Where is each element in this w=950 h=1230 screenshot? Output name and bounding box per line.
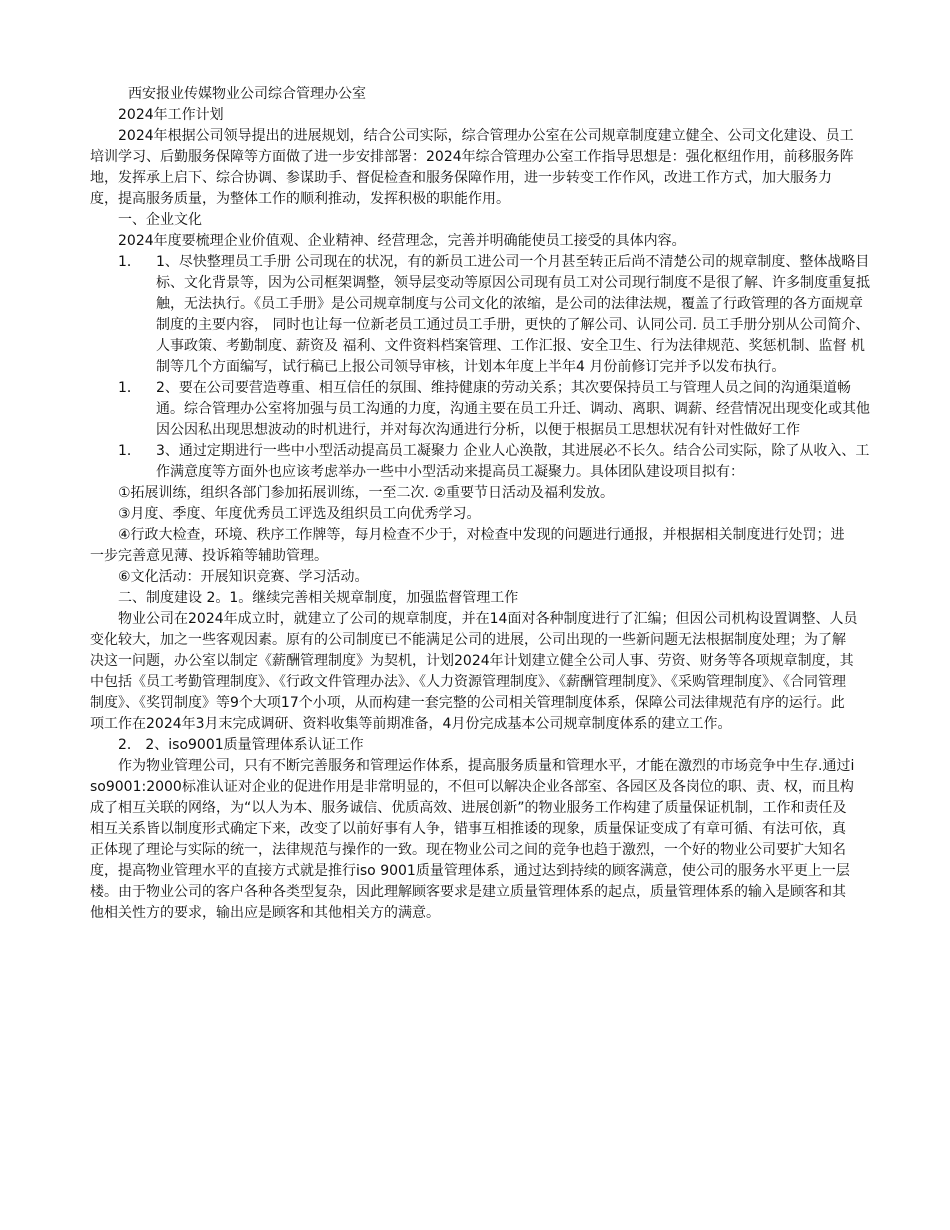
section-1-intro: 2024年度要梳理企业价值观、企业精神、经营理念，完善并明确能使员工接受的具体内容。 xyxy=(118,233,686,249)
activity-item-6: ⑥文化活动：开展知识竞赛、学习活动。 xyxy=(118,569,369,585)
list-item-3 xyxy=(0,441,870,483)
activity-item-3: ③月度、季度、年度优秀员工评选及组织员工向优秀学习。 xyxy=(118,506,481,522)
list-item-1-text: 1、尽快整理员工手册 公司现在的状况，有的新员工进公司一个月甚至转正后尚不清楚公司的规章制度、整体战略目标、文化背景等，因为公司框架调整，领导层变动等原因公司现有员工对公司现行制度不是很了解、许多制度重复抵触，无法执行。《员工手册》是公司规章制度与公司文化的浓缩，是公司的法律法规，覆盖了行政管理的各方面规章制度的主要内容， 同时也让每一位新老员工通过员工手册，更快的了解公司、认同公司. 员工手册分别从公司简介、人事政策、考勤制度、薪资及 福利、文件资料档案管理、工作汇报、安全卫生、行为法律规范、奖惩机制、监督 机制等几个方面编写，试行稿已上报公司领导审核，计划本年度上半年4 月份前修订完并予以发布执行。 xyxy=(156,254,870,375)
section-2-body: 物业公司在2024年成立时，就建立了公司的规章制度，并在14面对各种制度进行了汇编；但因公司机构设置调整、人员变化较大，加之一些客观因素。原有的公司制度已不能满足公司的进展，公司出现的一些新问题无法根据制度处理；为了解决这一问题，办公室以制定《薪酬管理制度》为契机，计划2024年计划建立健全公司人事、劳资、财务等各项规章制度，其中包括《员工考勤管理制度》、《行政文件管理办法》、《人力资源管理制度》、《薪酬管理制度》、《采购管理制度》、《合同管理制度》、《奖罚制度》等9个大项17个小项，从而构建一套完整的公司相关管理制度体系，保障公司法律规范有序的运行。此项工作在2024年3月末完成调研、资料收集等前期准备，4月份完成基本公司规章制度体系的建立工作。 xyxy=(90,611,858,732)
section-2-heading: 二、制度建设 2。1。继续完善相关规章制度，加强监督管理工作 xyxy=(118,590,519,606)
section-1-heading: 一、企业文化 xyxy=(118,212,202,228)
list-item-2 xyxy=(0,378,870,441)
org-title: 西安报业传媒物业公司综合管理办公室 xyxy=(128,86,366,102)
list-item-3-number: 1． xyxy=(118,443,141,459)
section-2-2-body: 作为物业管理公司，只有不断完善服务和管理运作体系，提高服务质量和管理水平，才能在激烈的市场竞争中生存.通过iso9001:2000标准认证对企业的促进作用是非常明显的，不但可以解决企业各部室、各园区及各岗位的职、责、权，而且构成了相互关联的网络，为“以人为本、服务诚信、优质高效、进展创新”的物业服务工作构建了质量保证机制，工作和责任及相互关系皆以制度形式确定下来，改变了以前好事有人争，错事互相推诿的现象，质量保证变成了有章可循、有法可依，真正体现了理论与实际的统一，法律规范与操作的一致。现在物业公司之间的竞争也趋于激烈，一个好的物业公司要扩大知名度，提高物业管理水平的直接方式就是推行iso 9001质量管理体系，通过达到持续的顾客满意，使公司的服务水平更上一层楼。由于物业公司的客户各种各类型复杂，因此理解顾客要求是建立质量管理体系的起点，质量管理体系的输入是顾客和其他相关性方的要求，输出应是顾客和其他相关方的满意。 xyxy=(90,758,855,921)
document-page xyxy=(0,84,950,924)
list-item-1 xyxy=(0,252,870,378)
list-item-2-text: 2、要在公司要营造尊重、相互信任的氛围、维持健康的劳动关系；其次要保持员工与管理人员之间的沟通渠道畅通。综合管理办公室将加强与员工沟通的力度，沟通主要在员工升迁、调动、离职、调薪、经营情况出现变化或其他因公因私出现思想波动的时机进行，并对每次沟通进行分析，以便于根据员工思想状况有针对性做好工作 xyxy=(156,380,870,438)
list-item-3-text: 3、通过定期进行一些中小型活动提高员工凝聚力 企业人心涣散，其进展必不长久。结合公司实际，除了从收入、工作满意度等方面外也应该考虑举办一些中小型活动来提高员工凝聚力。具体团队建设项目拟有： xyxy=(156,443,870,480)
intro-paragraph: 2024年根据公司领导提出的进展规划，结合公司实际，综合管理办公室在公司规章制度建立健全、公司文化建设、员工培训学习、后勤服务保障等方面做了进一步安排部署：2024年综合管理办公室工作指导思想是：强化枢纽作用，前移服务阵地，发挥承上启下、综合协调、参谋助手、督促检查和服务保障作用，进一步转变工作作风，改进工作方式，加大服务力度，提高服务质量，为整体工作的顺利推动，发挥积极的职能作用。 xyxy=(90,128,854,207)
section-2-2-heading: 2． 2、iso9001质量管理体系认证工作 xyxy=(118,737,364,753)
list-item-1-number: 1． xyxy=(118,254,141,270)
activity-item-1: ①拓展训练，组织各部门参加拓展训练，一至二次. ②重要节日活动及福利发放。 xyxy=(118,485,614,501)
list-item-2-number: 1． xyxy=(118,380,141,396)
plan-title: 2024年工作计划 xyxy=(118,107,224,123)
activity-item-4: ④行政大检查，环境、秩序工作牌等，每月检查不少于，对检查中发现的问题进行通报，并根据相关制度进行处罚；进一步完善意见薄、投诉箱等辅助管理。 xyxy=(90,527,845,564)
